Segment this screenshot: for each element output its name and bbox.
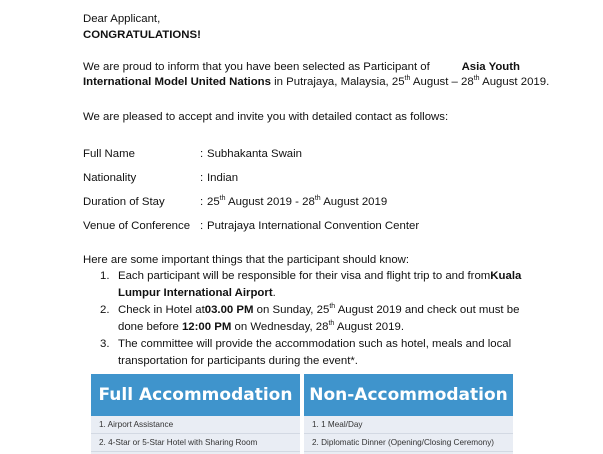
list-item-2-text-h: August 2019. [334,321,404,333]
list-item-2-text-d: August 2019 and check out must be [335,304,520,316]
list-item-2-sup1: th [329,303,336,310]
list-item-1-text-a: Each participant will be responsible for their visa and flight trip to and from [118,270,491,282]
full-accommodation-card [91,374,300,454]
list-item-2-line1 [118,304,519,316]
para1-text-d: August 2019. [479,76,550,88]
list-item-1-period: . [272,287,276,299]
colon: : [200,220,204,232]
congratulations-heading: CONGRATULATIONS! [83,29,201,41]
event-name-line2: International Model United Nations [83,76,271,88]
duration-sup2: th [314,195,321,202]
duration-a: 25 [207,196,220,208]
list-number-1: 1. [100,270,110,282]
para1-text-a: We are proud to inform that you have been selected as Participant of [83,61,430,73]
list-item: 2. 4-Star or 5-Star Hotel with Sharing Room [91,434,300,452]
greeting: Dear Applicant, [83,13,161,25]
list-item-3-line2 [118,355,358,367]
duration-sup1: th [219,195,226,202]
duration-c: August 2019 [320,196,388,208]
duration-b: August 2019 - 28 [225,196,315,208]
list-item: 2. Diplomatic Dinner (Opening/Closing Ceremony) [304,434,513,452]
list-item-1-airport-b: Lumpur International Airport [118,287,273,299]
selection-paragraph [83,61,550,88]
colon: : [200,148,204,160]
list-item-1-line2 [118,287,276,299]
list-item-2-text-a: Check in Hotel at [118,304,205,316]
event-name-line1: Asia Youth [461,61,520,73]
list-item: 1. Airport Assistance [91,416,300,434]
list-number-2: 2. [100,304,110,316]
full-name-label: Full Name [83,148,135,160]
list-number-3: 3. [100,338,110,350]
full-name-value: Subhakanta Swain [207,148,302,160]
colon: : [200,172,204,184]
non-accommodation-card [304,374,513,454]
para1-sup1: th [404,75,411,82]
duration-value [207,196,387,208]
para1-text-b: in Putrajaya, Malaysia, 25 [270,76,405,88]
duration-label: Duration of Stay [83,196,165,208]
colon: : [200,196,204,208]
venue-label: Venue of Conference [83,220,191,232]
non-accommodation-title: Non-Accommodation [304,374,513,416]
para1-text-c: August – 28 [410,76,474,88]
list-item-2-sup2: th [328,320,335,327]
nationality-value: Indian [207,172,239,184]
check-out-time: 12:00 PM [181,321,232,333]
invite-paragraph: We are pleased to accept and invite you with detailed contact as follows: [83,111,449,123]
list-item-3-text-b: transportation for participants during the event*. [118,355,358,367]
list-item-3-text-a: The committee will provide the accommodation such as hotel, meals and local [118,338,512,350]
list-item-3-line1 [118,338,519,350]
venue-value: Putrajaya International Convention Center [207,220,420,232]
list-item-2-text-c: on Sunday, 25 [253,304,330,316]
list-item-1-line1 [118,270,522,282]
list-item: 1. 1 Meal/Day [304,416,513,434]
nationality-label: Nationality [83,172,137,184]
para1-sup2: th [473,75,480,82]
important-intro: Here are some important things that the participant should know: [83,254,410,266]
list-item-2-text-e: done before [118,321,182,333]
list-item-2-text-g: on Wednesday, 28 [231,321,329,333]
list-item-1-airport-a: Kuala [490,270,522,282]
full-accommodation-title: Full Accommodation [91,374,300,416]
list-item-2-line2 [118,321,404,333]
check-in-time: 03.00 PM [204,304,254,316]
